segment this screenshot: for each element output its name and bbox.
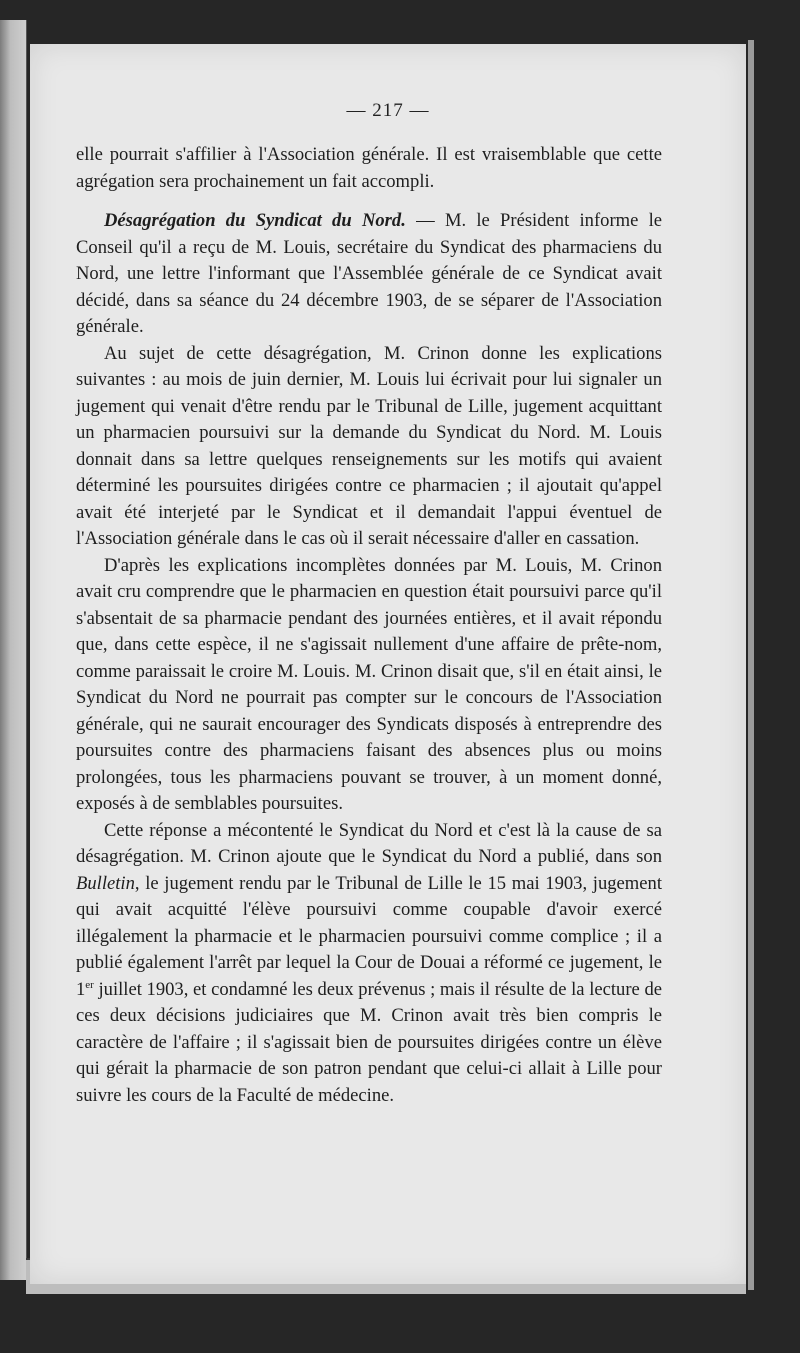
page-number: — 217 — [346,100,430,121]
ordinal-superscript: er [85,978,94,991]
adjacent-page-edge [0,20,27,1280]
bulletin-title: Bulletin [76,872,135,894]
paragraph-3: Au sujet de cette désagrégation, M. Crinon donne les explications suivantes : au mois de juin dernier, M. Louis lui écrivait pour lui signaler un jugement qui venait d'être rendu par le Tribunal de Lille, jugement acquittant un pharmacien poursuivi sur la demande du Syndicat du Nord. M. Louis donnait dans sa lettre quelques renseignements sur les motifs qui avaient déterminé les poursuites dirigées contre ce pharmacien ; il ajoutait qu'appel avait été interjeté par le Syndicat et il demandait l'appui éventuel de l'Association générale dans le cas où il serait nécessaire d'aller en cassation. [76,342,662,549]
paragraph-5-part-b: , le jugement rendu par le Tribunal de Lille le 15 mai 1903, jugement qui avait acquitté l'élève poursuivi comme coupable d'avoir exercé illégalement la pharmacie et le pharmacien poursuivi comme complice ; il a publié également l'arrêt par lequel la Cour de Douai a réformé ce jugement, le 1 [76,872,662,1000]
paragraph-5-part-a: Cette réponse a mécontenté le Syndicat du Nord et c'est là la cause de sa désagrégation. M. Crinon ajoute que le Syndicat du Nord a publié, dans son [76,819,662,867]
paragraph-2 [76,208,662,341]
paragraph-5-part-c: juillet 1903, et condamné les deux prévenus ; mais il résulte de la lecture de ces deux décisions judiciaires que M. Crinon avait très bien compris le caractère de l'affaire ; il s'agissait bien de poursuites dirigées contre un élève qui gérait la pharmacie de son patron pendant que celui-ci allait à Lille pour suivre les cours de la Faculté de médecine. [76,978,662,1106]
paragraph-4: D'après les explications incomplètes données par M. Louis, M. Crinon avait cru comprendre que le pharmacien en question était poursuivi parce qu'il s'absentait de sa pharmacie pendant des journées entières, et il avait répondu que, dans cette espèce, il ne s'agissait nullement d'une affaire de prête-nom, comme paraissait le croire M. Louis. M. Crinon disait que, s'il en était ainsi, le Syndicat du Nord ne pourrait pas compter sur le concours de l'Association générale, qui ne saurait encourager des Syndicats disposés à entreprendre des poursuites contre des pharmaciens faisant des absences plus ou moins prolongées, tous les pharmaciens pouvant se trouver, à un moment donné, exposés à de semblables poursuites. [76,554,662,814]
page-right-edge [748,40,754,1290]
page-body [76,142,662,1109]
paragraph-2-body: — M. le Président informe le Conseil qu'il a reçu de M. Louis, secrétaire du Syndicat des pharmaciens du Nord, une lettre l'informant que l'Assemblée générale de ce Syndicat avait décidé, dans sa séance du 24 décembre 1903, de se séparer de l'Association générale. [76,210,663,337]
document-page [30,44,746,1284]
paragraph-5 [76,818,662,1110]
section-heading: Désagrégation du Syndicat du Nord. [104,210,406,231]
paragraph-1: elle pourrait s'affilier à l'Association générale. Il est vraisemblable que cette agrégation sera prochainement un fait accompli. [76,144,662,192]
